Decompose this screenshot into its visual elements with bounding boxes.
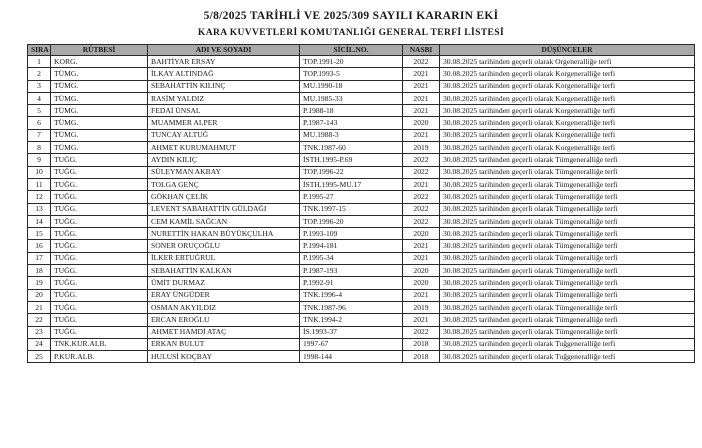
cell-nasbi: 2020 — [403, 228, 440, 240]
cell-dusunceler: 30.08.2025 tarihinden geçerli olarak Tümgeneralliğe terfi — [440, 203, 695, 215]
cell-name: İLKER ERTUĞRUL — [148, 252, 300, 264]
cell-sira: 12 — [28, 191, 51, 203]
cell-sicil-no: P.1988-18 — [300, 105, 403, 117]
cell-nasbi: 2019 — [403, 142, 440, 154]
cell-rutbe: TÜMG. — [51, 68, 148, 80]
table-row — [28, 117, 695, 129]
cell-nasbi: 2020 — [403, 277, 440, 289]
cell-nasbi: 2021 — [403, 178, 440, 190]
cell-sira: 2 — [28, 68, 51, 80]
cell-sicil-no: TNK.1996-4 — [300, 289, 403, 301]
cell-rutbe: TUĞG. — [51, 203, 148, 215]
cell-nasbi: 2021 — [403, 240, 440, 252]
cell-sicil-no: P.1993-109 — [300, 228, 403, 240]
cell-nasbi: 2018 — [403, 338, 440, 350]
cell-dusunceler: 30.08.2025 tarihinden geçerli olarak Tümgeneralliğe terfi — [440, 252, 695, 264]
cell-nasbi: 2020 — [403, 117, 440, 129]
cell-nasbi: 2021 — [403, 80, 440, 92]
cell-nasbi: 2022 — [403, 166, 440, 178]
cell-rutbe: TÜMG. — [51, 142, 148, 154]
cell-name: AHMET HAMDİ ATAÇ — [148, 326, 300, 338]
cell-dusunceler: 30.08.2025 tarihinden geçerli olarak Korgeneralliğe terfi — [440, 117, 695, 129]
cell-sicil-no: TOP.1993-5 — [300, 68, 403, 80]
cell-sicil-no: TNK.1994-2 — [300, 314, 403, 326]
cell-sicil-no: P.1987-193 — [300, 265, 403, 277]
table-row — [28, 92, 695, 104]
cell-dusunceler: 30.08.2025 tarihinden geçerli olarak Tümgeneralliğe terfi — [440, 215, 695, 227]
cell-sira: 1 — [28, 56, 51, 68]
cell-nasbi: 2022 — [403, 215, 440, 227]
cell-sira: 25 — [28, 351, 51, 363]
table-row — [28, 178, 695, 190]
header-dusunceler: DÜŞÜNCELER — [440, 45, 695, 56]
table-row — [28, 265, 695, 277]
cell-dusunceler: 30.08.2025 tarihinden geçerli olarak Orgeneralliğe terfi — [440, 56, 695, 68]
cell-sicil-no: İSTH.1995-MU.17 — [300, 178, 403, 190]
cell-sira: 8 — [28, 142, 51, 154]
table-body — [28, 56, 695, 363]
table-row — [28, 56, 695, 68]
cell-name: CEM KAMİL SAĞCAN — [148, 215, 300, 227]
cell-name: AYDIN KILIÇ — [148, 154, 300, 166]
cell-rutbe: KORG. — [51, 56, 148, 68]
cell-dusunceler: 30.08.2025 tarihinden geçerli olarak Tümgeneralliğe terfi — [440, 178, 695, 190]
cell-dusunceler: 30.08.2025 tarihinden geçerli olarak Korgeneralliğe terfi — [440, 105, 695, 117]
cell-name: ERCAN EROĞLU — [148, 314, 300, 326]
table-row — [28, 351, 695, 363]
cell-rutbe: TUĞG. — [51, 166, 148, 178]
cell-nasbi: 2020 — [403, 265, 440, 277]
cell-rutbe: TÜMG. — [51, 92, 148, 104]
cell-sicil-no: 1997-67 — [300, 338, 403, 350]
cell-rutbe: TNK.KUR.ALB. — [51, 338, 148, 350]
cell-name: NURETTİN HAKAN BÜYÜKÇULHA — [148, 228, 300, 240]
header-sira: SIRA — [28, 45, 51, 56]
cell-dusunceler: 30.08.2025 tarihinden geçerli olarak Tümgeneralliğe terfi — [440, 154, 695, 166]
table-row — [28, 142, 695, 154]
cell-sira: 9 — [28, 154, 51, 166]
table-row — [28, 289, 695, 301]
cell-sira: 5 — [28, 105, 51, 117]
cell-sicil-no: TNK.1987-60 — [300, 142, 403, 154]
cell-sicil-no: TNK.1997-15 — [300, 203, 403, 215]
cell-rutbe: TUĞG. — [51, 178, 148, 190]
header-rutbesi: RÜTBESİ — [51, 45, 148, 56]
cell-nasbi: 2022 — [403, 56, 440, 68]
cell-name: GÖKHAN ÇELİK — [148, 191, 300, 203]
cell-dusunceler: 30.08.2025 tarihinden geçerli olarak Tümgeneralliğe terfi — [440, 240, 695, 252]
header-sicil-no: SİCİL.NO. — [300, 45, 403, 56]
table-row — [28, 215, 695, 227]
cell-dusunceler: 30.08.2025 tarihinden geçerli olarak Korgeneralliğe terfi — [440, 129, 695, 141]
table-row — [28, 301, 695, 313]
cell-sicil-no: 1998-144 — [300, 351, 403, 363]
cell-rutbe: TUĞG. — [51, 301, 148, 313]
cell-rutbe: TÜMG. — [51, 80, 148, 92]
cell-nasbi: 2022 — [403, 326, 440, 338]
cell-name: SEBAHATTİN KALKAN — [148, 265, 300, 277]
cell-sira: 3 — [28, 80, 51, 92]
cell-sira: 13 — [28, 203, 51, 215]
cell-nasbi: 2021 — [403, 314, 440, 326]
cell-nasbi: 2021 — [403, 129, 440, 141]
cell-sira: 6 — [28, 117, 51, 129]
cell-dusunceler: 30.08.2025 tarihinden geçerli olarak Korgeneralliğe terfi — [440, 142, 695, 154]
cell-sira: 16 — [28, 240, 51, 252]
cell-sicil-no: MU.1990-18 — [300, 80, 403, 92]
cell-name: HULUSİ KOÇBAY — [148, 351, 300, 363]
cell-sira: 11 — [28, 178, 51, 190]
cell-rutbe: TUĞG. — [51, 265, 148, 277]
cell-sira: 7 — [28, 129, 51, 141]
cell-dusunceler: 30.08.2025 tarihinden geçerli olarak Tümgeneralliğe terfi — [440, 301, 695, 313]
cell-rutbe: TUĞG. — [51, 326, 148, 338]
cell-sicil-no: P.1994-181 — [300, 240, 403, 252]
cell-name: MUAMMER ALPER — [148, 117, 300, 129]
cell-sira: 23 — [28, 326, 51, 338]
cell-name: İLKAY ALTINDAĞ — [148, 68, 300, 80]
cell-nasbi: 2021 — [403, 252, 440, 264]
cell-sicil-no: İSTH.1995-P.69 — [300, 154, 403, 166]
cell-sicil-no: P.1992-91 — [300, 277, 403, 289]
cell-rutbe: TÜMG. — [51, 105, 148, 117]
cell-sicil-no: MU.1988-3 — [300, 129, 403, 141]
table-row — [28, 314, 695, 326]
cell-sicil-no: İS.1993-37 — [300, 326, 403, 338]
cell-sira: 4 — [28, 92, 51, 104]
cell-sicil-no: P.1995-34 — [300, 252, 403, 264]
cell-dusunceler: 30.08.2025 tarihinden geçerli olarak Tuğgeneralliğe terfi — [440, 351, 695, 363]
cell-rutbe: TUĞG. — [51, 228, 148, 240]
cell-rutbe: TUĞG. — [51, 191, 148, 203]
cell-rutbe: TUĞG. — [51, 154, 148, 166]
cell-rutbe: TUĞG. — [51, 289, 148, 301]
cell-rutbe: TÜMG. — [51, 129, 148, 141]
cell-nasbi: 2022 — [403, 154, 440, 166]
cell-name: FEDAİ ÜNSAL — [148, 105, 300, 117]
table-row — [28, 326, 695, 338]
cell-sicil-no: TOP.1996-20 — [300, 215, 403, 227]
table-row — [28, 338, 695, 350]
table-row — [28, 80, 695, 92]
table-row — [28, 228, 695, 240]
cell-sicil-no: TOP.1991-20 — [300, 56, 403, 68]
cell-nasbi: 2021 — [403, 289, 440, 301]
cell-sira: 22 — [28, 314, 51, 326]
cell-sira: 10 — [28, 166, 51, 178]
cell-dusunceler: 30.08.2025 tarihinden geçerli olarak Tümgeneralliğe terfi — [440, 277, 695, 289]
cell-sira: 14 — [28, 215, 51, 227]
table-header-row — [28, 45, 695, 56]
table-row — [28, 277, 695, 289]
cell-nasbi: 2022 — [403, 191, 440, 203]
cell-name: TUNCAY ALTUĞ — [148, 129, 300, 141]
cell-name: SONER ORUÇOĞLU — [148, 240, 300, 252]
cell-sicil-no: TNK.1987-96 — [300, 301, 403, 313]
cell-name: ERAY ÜNGÜDER — [148, 289, 300, 301]
cell-dusunceler: 30.08.2025 tarihinden geçerli olarak Korgeneralliğe terfi — [440, 68, 695, 80]
cell-dusunceler: 30.08.2025 tarihinden geçerli olarak Tümgeneralliğe terfi — [440, 166, 695, 178]
cell-nasbi: 2018 — [403, 351, 440, 363]
promotion-table — [27, 44, 695, 363]
document-subtitle: KARA KUVVETLERİ KOMUTANLIĞI GENERAL TERFİ LİSTESİ — [197, 28, 505, 38]
cell-dusunceler: 30.08.2025 tarihinden geçerli olarak Tümgeneralliğe terfi — [440, 228, 695, 240]
cell-sicil-no: MU.1985-33 — [300, 92, 403, 104]
cell-dusunceler: 30.08.2025 tarihinden geçerli olarak Tuğgeneralliğe terfi — [440, 338, 695, 350]
table-row — [28, 68, 695, 80]
cell-name: LEVENT SABAHATTİN GÜLDAĞI — [148, 203, 300, 215]
cell-dusunceler: 30.08.2025 tarihinden geçerli olarak Tümgeneralliğe terfi — [440, 191, 695, 203]
cell-nasbi: 2021 — [403, 105, 440, 117]
cell-nasbi: 2022 — [403, 203, 440, 215]
cell-nasbi: 2021 — [403, 68, 440, 80]
cell-dusunceler: 30.08.2025 tarihinden geçerli olarak Tümgeneralliğe terfi — [440, 314, 695, 326]
table-row — [28, 166, 695, 178]
table-row — [28, 105, 695, 117]
table-row — [28, 191, 695, 203]
cell-dusunceler: 30.08.2025 tarihinden geçerli olarak Korgeneralliğe terfi — [440, 80, 695, 92]
header-nasbi: NASBI — [403, 45, 440, 56]
cell-dusunceler: 30.08.2025 tarihinden geçerli olarak Tümgeneralliğe terfi — [440, 265, 695, 277]
cell-sira: 19 — [28, 277, 51, 289]
cell-name: ÜMİT DURMAZ — [148, 277, 300, 289]
header-adi-soyadi: ADI VE SOYADI — [148, 45, 300, 56]
cell-name: RASİM YALDIZ — [148, 92, 300, 104]
table-row — [28, 129, 695, 141]
cell-dusunceler: 30.08.2025 tarihinden geçerli olarak Tümgeneralliğe terfi — [440, 326, 695, 338]
cell-sira: 18 — [28, 265, 51, 277]
cell-sicil-no: P.1987-143 — [300, 117, 403, 129]
cell-rutbe: TUĞG. — [51, 215, 148, 227]
cell-sicil-no: P.1995-27 — [300, 191, 403, 203]
cell-name: BAHTİYAR ERSAY — [148, 56, 300, 68]
cell-name: TOLGA GENÇ — [148, 178, 300, 190]
document-title: 5/8/2025 TARİHLİ VE 2025/309 SAYILI KARARIN EKİ — [203, 10, 499, 22]
cell-sira: 15 — [28, 228, 51, 240]
cell-dusunceler: 30.08.2025 tarihinden geçerli olarak Korgeneralliğe terfi — [440, 92, 695, 104]
cell-rutbe: TÜMG. — [51, 117, 148, 129]
table-row — [28, 240, 695, 252]
cell-nasbi: 2019 — [403, 301, 440, 313]
cell-sira: 24 — [28, 338, 51, 350]
cell-rutbe: TUĞG. — [51, 240, 148, 252]
cell-sicil-no: TOP.1996-22 — [300, 166, 403, 178]
cell-rutbe: TUĞG. — [51, 277, 148, 289]
cell-name: SÜLEYMAN AKBAY — [148, 166, 300, 178]
cell-name: SEBAHATTİN KILINÇ — [148, 80, 300, 92]
cell-nasbi: 2021 — [403, 92, 440, 104]
cell-rutbe: P.KUR.ALB. — [51, 351, 148, 363]
cell-name: AHMET KURUMAHMUT — [148, 142, 300, 154]
table-row — [28, 203, 695, 215]
cell-sira: 21 — [28, 301, 51, 313]
cell-rutbe: TUĞG. — [51, 252, 148, 264]
cell-name: ERKAN BULUT — [148, 338, 300, 350]
cell-sira: 20 — [28, 289, 51, 301]
table-row — [28, 252, 695, 264]
cell-sira: 17 — [28, 252, 51, 264]
table-row — [28, 154, 695, 166]
cell-dusunceler: 30.08.2025 tarihinden geçerli olarak Tümgeneralliğe terfi — [440, 289, 695, 301]
cell-name: OSMAN AKYILDIZ — [148, 301, 300, 313]
cell-rutbe: TUĞG. — [51, 314, 148, 326]
